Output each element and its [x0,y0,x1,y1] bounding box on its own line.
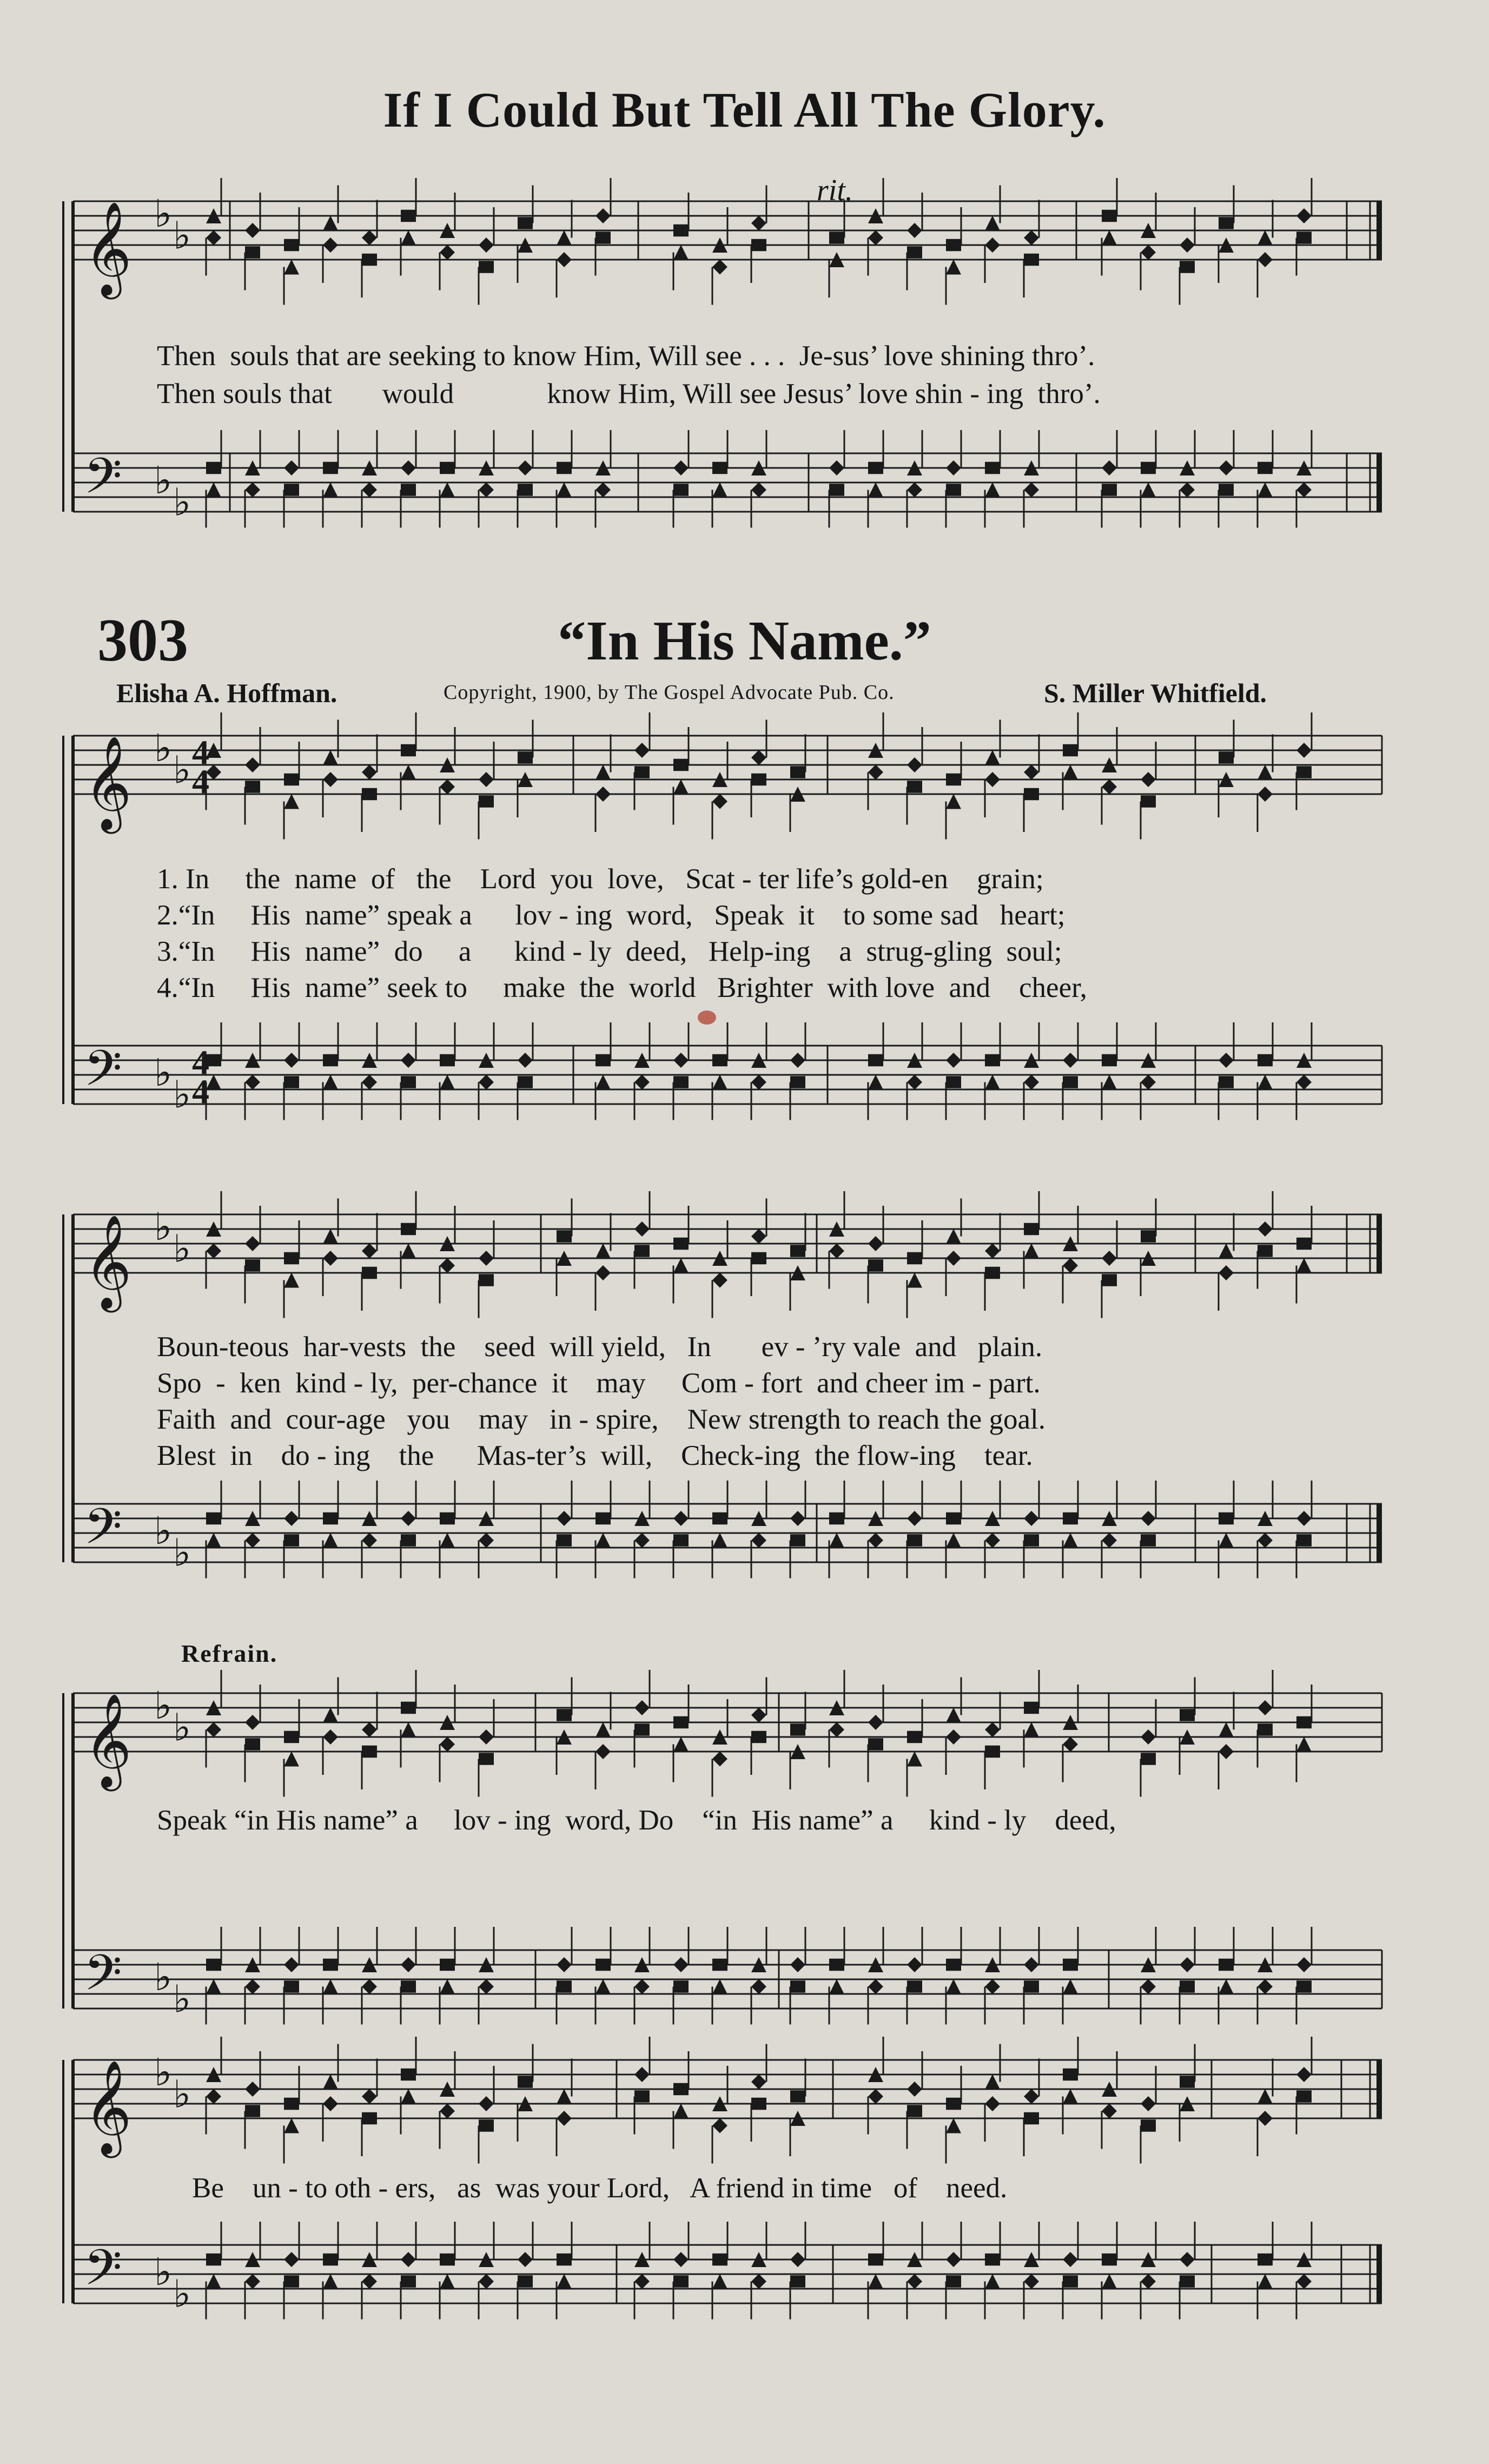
svg-text:𝄞: 𝄞 [84,736,132,830]
hymn-title: “In His Name.” [558,610,931,672]
verse-2-line-2: Spo - ken kind - ly, per-chance it may Com - fort and cheer im - part. [157,1368,1041,1399]
svg-text:𝄢: 𝄢 [84,1498,122,1567]
verse-1-line-2: Boun-teous har-vests the seed will yield, In ev - ’ry vale and plain. [157,1331,1043,1363]
svg-text:♭: ♭ [154,1955,173,1999]
svg-text:4: 4 [192,1072,209,1111]
composer-credit: S. Miller Whitfield. [1044,678,1267,708]
refrain-line-2: Be un - to oth - ers, as was your Lord, A friend in time of need. [192,2172,1008,2204]
svg-text:♭: ♭ [173,2072,191,2117]
svg-text:♭: ♭ [154,458,173,503]
tempo-marking: rit. [817,174,853,207]
copyright-notice: Copyright, 1900, by The Gospel Advocate Pub. Co. [444,681,895,704]
svg-text:4: 4 [192,762,209,801]
refrain-line-1: Speak “in His name” a lov - ing word, Do “in His name” a kind - ly deed, [157,1805,1116,1836]
verse-3-line-2: Faith and cour-age you may in - spire, New strength to reach the goal. [157,1404,1045,1435]
svg-text:♭: ♭ [173,1226,191,1271]
verse-4-line-2: Blest in do - ing the Mas-ter’s will, Check-ing the flow-ing tear. [157,1440,1033,1471]
svg-text:♭: ♭ [154,726,173,770]
svg-text:♭: ♭ [154,2050,173,2095]
refrain-label: Refrain. [181,1640,278,1667]
svg-text:𝄢: 𝄢 [84,447,122,517]
svg-text:♭: ♭ [173,1530,191,1575]
svg-text:𝄢: 𝄢 [84,1944,122,2013]
svg-text:♭: ♭ [173,213,191,258]
svg-text:♭: ♭ [173,1705,191,1750]
author-credit: Elisha A. Hoffman. [116,678,337,708]
svg-text:𝄞: 𝄞 [84,2060,132,2154]
svg-text:♭: ♭ [173,480,191,525]
svg-text:♭: ♭ [154,2250,173,2294]
top-lyric-line-2: Then souls that would know Him, Will see Jesus’ love shin - ing thro’. [157,378,1101,409]
hymn-number: 303 [97,607,188,674]
verse-3-line-1: 3.“In His name” do a kind - ly deed, Help-ing a strug-gling soul; [157,936,1062,967]
svg-text:♭: ♭ [154,1683,173,1728]
svg-text:♭: ♭ [173,748,191,792]
top-lyric-line-1: Then souls that are seeking to know Him, Will see . . . Je-sus’ love shining thro’. [157,340,1095,372]
svg-text:♭: ♭ [173,1977,191,2022]
svg-text:♭: ♭ [154,1051,173,1095]
svg-text:𝄞: 𝄞 [84,1214,132,1309]
svg-text:𝄞: 𝄞 [84,201,132,295]
verse-4-line-1: 4.“In His name” seek to make the world Brighter with love and cheer, [157,972,1087,1003]
svg-text:♭: ♭ [154,1509,173,1553]
ink-stain [698,1010,716,1025]
svg-text:𝄢: 𝄢 [84,2239,122,2308]
svg-text:♭: ♭ [173,1072,191,1117]
svg-text:4: 4 [192,733,209,771]
svg-text:𝄞: 𝄞 [84,1693,132,1787]
svg-text:♭: ♭ [173,2271,191,2316]
svg-text:♭: ♭ [154,1205,173,1249]
svg-text:♭: ♭ [154,191,173,236]
verse-2-line-1: 2.“In His name” speak a lov - ing word, Speak it to some sad heart; [157,900,1066,931]
top-hymn-title: If I Could But Tell All The Glory. [383,82,1106,137]
verse-1-line-1: 1. In the name of the Lord you love, Scat - ter life’s gold-en grain; [157,863,1044,895]
svg-text:4: 4 [192,1043,209,1081]
svg-text:𝄢: 𝄢 [84,1040,122,1109]
